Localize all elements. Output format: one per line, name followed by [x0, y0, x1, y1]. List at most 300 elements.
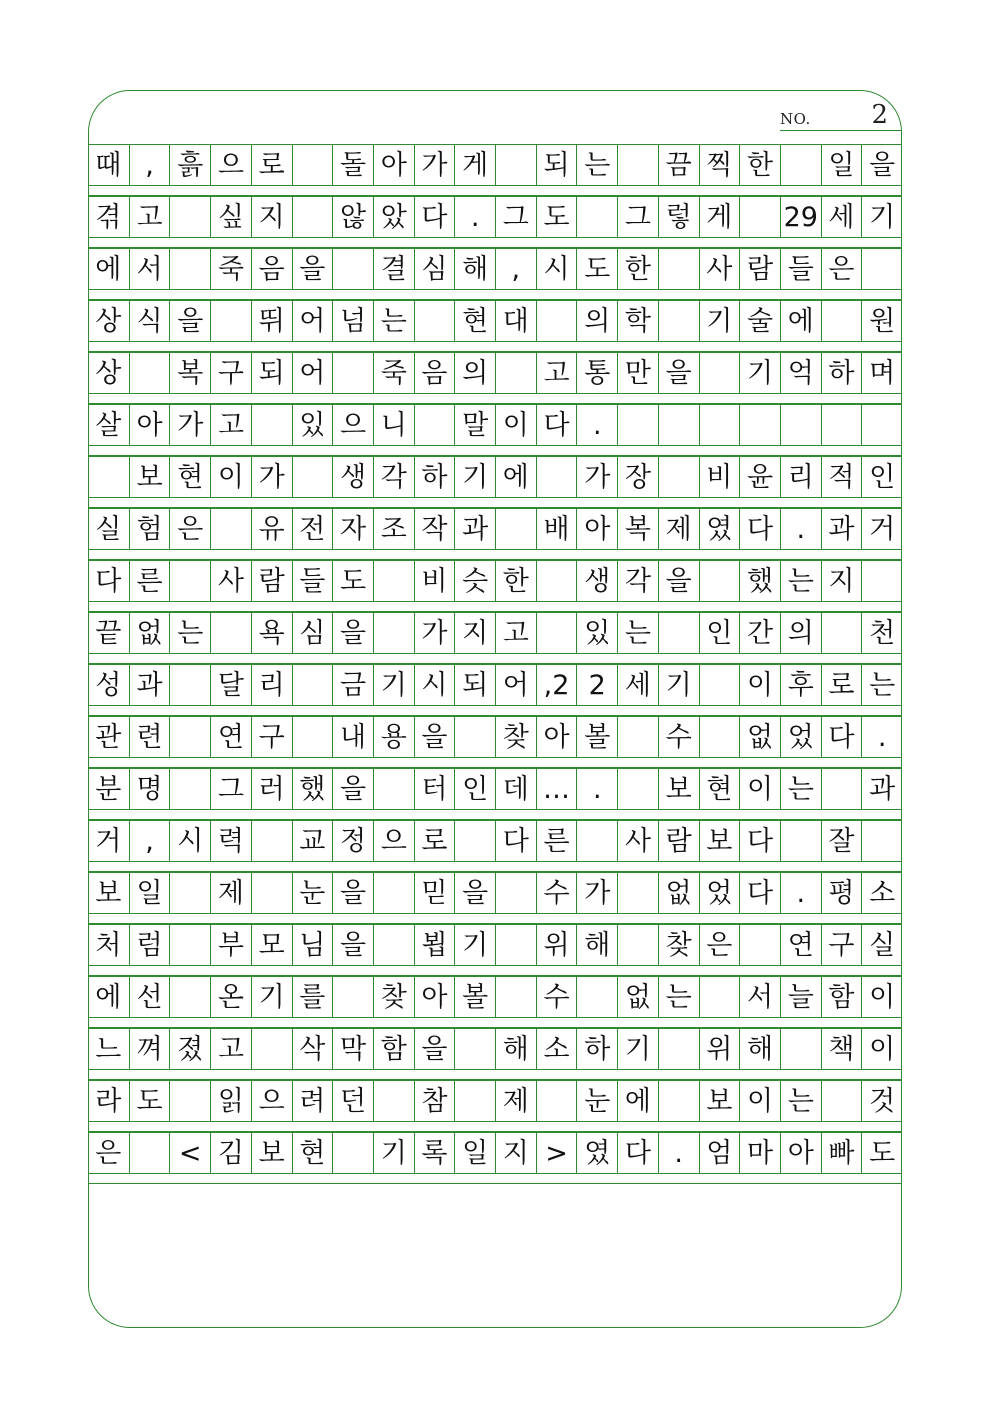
- manuscript-cell: 현: [699, 769, 740, 809]
- manuscript-cell: 것: [861, 1081, 902, 1121]
- line-spacer: [88, 446, 902, 456]
- manuscript-cell: 를: [292, 977, 333, 1017]
- line-spacer: [88, 342, 902, 352]
- manuscript-cell: 조: [373, 509, 414, 549]
- manuscript-cell: 리: [780, 457, 821, 497]
- manuscript-cell-row: [88, 1028, 902, 1070]
- page-number-area: [780, 98, 902, 131]
- manuscript-cell: 욕: [251, 613, 292, 653]
- line-spacer: [88, 290, 902, 300]
- manuscript-line: [88, 924, 902, 976]
- manuscript-cell: 장: [617, 457, 658, 497]
- manuscript-cell: 던: [332, 1081, 373, 1121]
- line-spacer: [88, 394, 902, 404]
- manuscript-cell: 삭: [292, 1029, 333, 1069]
- manuscript-cell: 한: [739, 145, 780, 185]
- manuscript-cell: 뵙: [414, 925, 455, 965]
- manuscript-cell: 볼: [454, 977, 495, 1017]
- manuscript-cell: 읽: [210, 1081, 251, 1121]
- manuscript-cell: 가: [576, 873, 617, 913]
- manuscript-cell: 고: [129, 197, 170, 237]
- manuscript-cell: 그: [617, 197, 658, 237]
- manuscript-cell: 기: [454, 457, 495, 497]
- manuscript-cell: [821, 613, 862, 653]
- manuscript-cell: [169, 249, 210, 289]
- manuscript-cell: [617, 769, 658, 809]
- manuscript-cell: 다: [739, 821, 780, 861]
- manuscript-cell: [129, 1133, 170, 1173]
- manuscript-cell: 을: [332, 769, 373, 809]
- line-spacer: [88, 602, 902, 612]
- manuscript-line: [88, 196, 902, 248]
- manuscript-cell: 에: [495, 457, 536, 497]
- manuscript-cell: 도: [536, 197, 577, 237]
- manuscript-cell: 잘: [821, 821, 862, 861]
- manuscript-cell: [169, 665, 210, 705]
- manuscript-cell: 른: [129, 561, 170, 601]
- manuscript-cell: 기: [658, 665, 699, 705]
- manuscript-cell: 적: [821, 457, 862, 497]
- manuscript-cell: 끝: [95, 617, 122, 649]
- manuscript-cell: 에: [617, 1081, 658, 1121]
- line-spacer: [88, 966, 902, 976]
- manuscript-cell: 다: [739, 873, 780, 913]
- manuscript-cell: 실: [861, 925, 902, 965]
- manuscript-cell: 으: [251, 1081, 292, 1121]
- manuscript-cell: [251, 1029, 292, 1069]
- manuscript-cell: 기: [251, 977, 292, 1017]
- manuscript-cell: 이: [495, 405, 536, 445]
- manuscript-cell: 게: [699, 197, 740, 237]
- manuscript-cell: [169, 561, 210, 601]
- manuscript-cell: 며: [861, 353, 902, 393]
- manuscript-cell: 수: [536, 977, 577, 1017]
- manuscript-cell: [861, 561, 902, 601]
- manuscript-cell: 엄: [699, 1133, 740, 1173]
- manuscript-cell: ,2: [536, 665, 577, 705]
- manuscript-cell: [699, 405, 740, 445]
- manuscript-cell: 찾: [373, 977, 414, 1017]
- manuscript-cell: .: [658, 1133, 699, 1173]
- manuscript-cell: 터: [414, 769, 455, 809]
- manuscript-cell: .: [576, 769, 617, 809]
- manuscript-cell: [699, 353, 740, 393]
- manuscript-cell: 리: [251, 665, 292, 705]
- manuscript-cell: 는: [658, 977, 699, 1017]
- manuscript-cell: 살: [95, 409, 122, 441]
- manuscript-cell: 함: [373, 1029, 414, 1069]
- manuscript-cell: [454, 1081, 495, 1121]
- manuscript-cell: 다: [95, 565, 122, 597]
- manuscript-cell: 일: [821, 145, 862, 185]
- manuscript-cell: [821, 1081, 862, 1121]
- manuscript-cell: [495, 509, 536, 549]
- manuscript-cell: 도: [576, 249, 617, 289]
- manuscript-cell: 는: [780, 561, 821, 601]
- manuscript-cell: 없: [129, 613, 170, 653]
- manuscript-cell: 각: [617, 561, 658, 601]
- manuscript-cell: 학: [617, 301, 658, 341]
- line-spacer: [88, 706, 902, 716]
- manuscript-cell: 보: [251, 1133, 292, 1173]
- manuscript-cell: 심: [292, 613, 333, 653]
- manuscript-cell: 인: [454, 769, 495, 809]
- manuscript-cell-row: [88, 716, 902, 758]
- manuscript-cell-row: [88, 664, 902, 706]
- manuscript-cell: 보: [95, 877, 122, 909]
- manuscript-cell: 기: [373, 1133, 414, 1173]
- manuscript-cell: 제: [210, 873, 251, 913]
- manuscript-cell: 의: [576, 301, 617, 341]
- manuscript-cell: 의: [454, 353, 495, 393]
- manuscript-cell: 려: [292, 1081, 333, 1121]
- manuscript-cell: [617, 925, 658, 965]
- manuscript-cell: 하: [821, 353, 862, 393]
- manuscript-line: [88, 664, 902, 716]
- manuscript-cell-row: [88, 456, 902, 498]
- manuscript-cell: 람: [251, 561, 292, 601]
- manuscript-cell: [332, 353, 373, 393]
- manuscript-cell: 달: [210, 665, 251, 705]
- manuscript-cell: 보: [699, 1081, 740, 1121]
- manuscript-cell: [658, 613, 699, 653]
- manuscript-cell: 위: [699, 1029, 740, 1069]
- manuscript-cell: 가: [414, 613, 455, 653]
- manuscript-cell: 다: [617, 1133, 658, 1173]
- manuscript-cell: 다: [536, 405, 577, 445]
- manuscript-cell: 윤: [739, 457, 780, 497]
- manuscript-cell: [739, 197, 780, 237]
- manuscript-cell: 보: [699, 821, 740, 861]
- manuscript-cell: 라: [95, 1085, 122, 1117]
- manuscript-cell: 게: [454, 145, 495, 185]
- manuscript-cell: 지: [454, 613, 495, 653]
- manuscript-cell: 억: [780, 353, 821, 393]
- manuscript-cell: 함: [821, 977, 862, 1017]
- manuscript-cell: 연: [780, 925, 821, 965]
- page-number-value: 2: [871, 100, 888, 130]
- manuscript-cell: [576, 977, 617, 1017]
- manuscript-cell: [821, 301, 862, 341]
- manuscript-cell: 제: [495, 1081, 536, 1121]
- manuscript-cell: 그: [495, 197, 536, 237]
- manuscript-cell: [617, 145, 658, 185]
- manuscript-cell: [536, 613, 577, 653]
- manuscript-cell: [780, 1029, 821, 1069]
- manuscript-cell: [861, 821, 902, 861]
- manuscript-cell: [454, 821, 495, 861]
- manuscript-cell: 고: [210, 1029, 251, 1069]
- manuscript-cell: [536, 1081, 577, 1121]
- manuscript-cell: 해: [739, 1029, 780, 1069]
- manuscript-cell: 뛰: [251, 301, 292, 341]
- manuscript-cell: 으: [210, 145, 251, 185]
- manuscript-cell: 온: [210, 977, 251, 1017]
- manuscript-cell: 유: [251, 509, 292, 549]
- manuscript-cell: 아: [536, 717, 577, 757]
- manuscript-cell: 정: [332, 821, 373, 861]
- manuscript-cell: 세: [821, 197, 862, 237]
- manuscript-cell: 은: [821, 249, 862, 289]
- manuscript-cell-row: [88, 508, 902, 550]
- manuscript-cell-row: [88, 352, 902, 394]
- manuscript-cell: [658, 301, 699, 341]
- manuscript-cell: 이: [861, 977, 902, 1017]
- manuscript-cell: 현: [292, 1133, 333, 1173]
- manuscript-cell: [617, 873, 658, 913]
- line-spacer: [88, 1070, 902, 1080]
- line-spacer: [88, 810, 902, 820]
- manuscript-cell: 어: [292, 301, 333, 341]
- manuscript-cell: 아: [373, 145, 414, 185]
- manuscript-cell: 데: [495, 769, 536, 809]
- manuscript-cell: [576, 821, 617, 861]
- manuscript-cell: 죽: [373, 353, 414, 393]
- manuscript-cell: 2: [576, 665, 617, 705]
- manuscript-cell: 통: [576, 353, 617, 393]
- manuscript-cell: 을: [658, 561, 699, 601]
- manuscript-cell: 구: [251, 717, 292, 757]
- manuscript-cell: 술: [739, 301, 780, 341]
- manuscript-cell: [536, 457, 577, 497]
- manuscript-cell: 인: [699, 613, 740, 653]
- manuscript-cell: 는: [780, 769, 821, 809]
- manuscript-cell: 어: [292, 353, 333, 393]
- manuscript-cell: [88, 457, 129, 497]
- manuscript-cell: 마: [739, 1133, 780, 1173]
- manuscript-cell: [821, 405, 862, 445]
- manuscript-cell: 들: [780, 249, 821, 289]
- manuscript-cell: 29: [780, 197, 821, 237]
- manuscript-cell: [699, 561, 740, 601]
- manuscript-cell: 없: [739, 717, 780, 757]
- page-number-label: NO.: [780, 110, 811, 128]
- manuscript-cell: 빠: [821, 1133, 862, 1173]
- manuscript-cell: 김: [210, 1133, 251, 1173]
- manuscript-cell: [129, 353, 170, 393]
- manuscript-cell: 복: [169, 353, 210, 393]
- manuscript-cell: [780, 145, 821, 185]
- line-spacer: [88, 1174, 902, 1184]
- manuscript-cell: 끔: [658, 145, 699, 185]
- manuscript-cell: [495, 977, 536, 1017]
- manuscript-cell: 가: [414, 145, 455, 185]
- manuscript-cell: 은: [169, 509, 210, 549]
- manuscript-cell: [454, 1029, 495, 1069]
- manuscript-cell: 되: [251, 353, 292, 393]
- manuscript-cell: 찾: [658, 925, 699, 965]
- manuscript-cell: 는: [861, 665, 902, 705]
- manuscript-cell: 는: [373, 301, 414, 341]
- manuscript-cell: [780, 821, 821, 861]
- manuscript-cell: ,: [129, 821, 170, 861]
- manuscript-cell: 지: [821, 561, 862, 601]
- manuscript-cell: 해: [495, 1029, 536, 1069]
- manuscript-cell: 실: [95, 513, 122, 545]
- manuscript-cell: 도: [332, 561, 373, 601]
- manuscript-cell: 였: [576, 1133, 617, 1173]
- manuscript-cell: [617, 405, 658, 445]
- manuscript-cell: 느: [95, 1033, 122, 1065]
- manuscript-cell: 사: [699, 249, 740, 289]
- manuscript-cell: 하: [576, 1029, 617, 1069]
- manuscript-cell: 보: [129, 457, 170, 497]
- manuscript-cell: 기: [699, 301, 740, 341]
- manuscript-cell: 고: [210, 405, 251, 445]
- manuscript-cell: [495, 353, 536, 393]
- manuscript-cell: 싶: [210, 197, 251, 237]
- manuscript-cell-row: [88, 924, 902, 966]
- manuscript-cell: [292, 717, 333, 757]
- manuscript-cell: 람: [739, 249, 780, 289]
- manuscript-cell: 자: [332, 509, 373, 549]
- manuscript-cell: [495, 145, 536, 185]
- manuscript-cell: 을: [292, 249, 333, 289]
- manuscript-cell: 다: [821, 717, 862, 757]
- manuscript-cell: 는: [617, 613, 658, 653]
- manuscript-cell: 보: [658, 769, 699, 809]
- manuscript-cell: [251, 873, 292, 913]
- manuscript-cell: [576, 197, 617, 237]
- manuscript-cell: [658, 1029, 699, 1069]
- manuscript-cell: 아: [576, 509, 617, 549]
- manuscript-cell: [414, 301, 455, 341]
- manuscript-cell: 일: [454, 1133, 495, 1173]
- manuscript-line: [88, 1132, 902, 1184]
- manuscript-cell: [699, 665, 740, 705]
- manuscript-cell-row: [88, 612, 902, 654]
- line-spacer: [88, 654, 902, 664]
- manuscript-cell-row: [88, 196, 902, 238]
- manuscript-cell: 을: [332, 613, 373, 653]
- manuscript-cell: [251, 405, 292, 445]
- manuscript-cell: 겪: [95, 201, 122, 233]
- manuscript-cell: 제: [658, 509, 699, 549]
- manuscript-cell: 구: [821, 925, 862, 965]
- manuscript-cell-row: [88, 820, 902, 862]
- manuscript-cell: 상: [95, 305, 122, 337]
- manuscript-cell: 전: [292, 509, 333, 549]
- manuscript-cell-row: [88, 1080, 902, 1122]
- manuscript-cell: 찍: [699, 145, 740, 185]
- manuscript-cell: 지: [251, 197, 292, 237]
- manuscript-line: [88, 456, 902, 508]
- manuscript-cell: 슷: [454, 561, 495, 601]
- manuscript-cell: 연: [210, 717, 251, 757]
- manuscript-cell: 찾: [495, 717, 536, 757]
- manuscript-cell: 하: [414, 457, 455, 497]
- manuscript-cell: .: [454, 197, 495, 237]
- manuscript-cell: [699, 717, 740, 757]
- manuscript-cell: 책: [821, 1029, 862, 1069]
- manuscript-cell: 련: [129, 717, 170, 757]
- manuscript-cell: 고: [495, 613, 536, 653]
- manuscript-line: [88, 768, 902, 820]
- manuscript-cell: [292, 665, 333, 705]
- manuscript-cell: 로: [414, 821, 455, 861]
- manuscript-cell: 돌: [332, 145, 373, 185]
- manuscript-cell: 후: [780, 665, 821, 705]
- manuscript-cell: 어: [495, 665, 536, 705]
- manuscript-cell: [332, 1133, 373, 1173]
- manuscript-cell: 가: [576, 457, 617, 497]
- manuscript-cell: 한: [495, 561, 536, 601]
- manuscript-line: [88, 352, 902, 404]
- manuscript-cell: 대: [495, 301, 536, 341]
- manuscript-cell-row: [88, 248, 902, 290]
- manuscript-cell: 음: [414, 353, 455, 393]
- manuscript-cell: 었: [780, 717, 821, 757]
- manuscript-cell: 과: [821, 509, 862, 549]
- manuscript-cell: 눈: [292, 873, 333, 913]
- manuscript-cell: [169, 925, 210, 965]
- manuscript-cell: 른: [536, 821, 577, 861]
- manuscript-line: [88, 976, 902, 1028]
- manuscript-cell: 배: [536, 509, 577, 549]
- manuscript-cell: ,: [129, 145, 170, 185]
- manuscript-cell: [861, 249, 902, 289]
- manuscript-cell: 렇: [658, 197, 699, 237]
- line-spacer: [88, 186, 902, 196]
- manuscript-cell: 구: [210, 353, 251, 393]
- manuscript-cell: 을: [414, 717, 455, 757]
- manuscript-cell: 처: [95, 929, 122, 961]
- manuscript-cell: 비: [699, 457, 740, 497]
- manuscript-cell: 일: [129, 873, 170, 913]
- manuscript-cell: 었: [699, 873, 740, 913]
- manuscript-line: [88, 144, 902, 196]
- manuscript-cell: 이: [739, 1081, 780, 1121]
- manuscript-cell-row: [88, 404, 902, 446]
- manuscript-cell: 소: [861, 873, 902, 913]
- manuscript-line: [88, 404, 902, 456]
- manuscript-cell: [169, 873, 210, 913]
- manuscript-cell: 만: [617, 353, 658, 393]
- manuscript-cell: 에: [95, 253, 122, 285]
- manuscript-cell: 부: [210, 925, 251, 965]
- manuscript-cell: [332, 249, 373, 289]
- manuscript-cell: 있: [292, 405, 333, 445]
- manuscript-cell: 에: [95, 981, 122, 1013]
- manuscript-cell: 였: [699, 509, 740, 549]
- manuscript-cell: 거: [861, 509, 902, 549]
- manuscript-cell: [658, 1081, 699, 1121]
- manuscript-cell: [536, 561, 577, 601]
- manuscript-cell: 늘: [780, 977, 821, 1017]
- manuscript-cell: 록: [414, 1133, 455, 1173]
- manuscript-cell: 없: [658, 873, 699, 913]
- manuscript-cell: 복: [617, 509, 658, 549]
- manuscript-cell: 다: [495, 821, 536, 861]
- manuscript-cell: 람: [658, 821, 699, 861]
- manuscript-cell: .: [861, 717, 902, 757]
- manuscript-cell: [658, 457, 699, 497]
- manuscript-cell: [292, 457, 333, 497]
- manuscript-cell: 현: [169, 457, 210, 497]
- manuscript-cell: 그: [210, 769, 251, 809]
- manuscript-cell: 되: [454, 665, 495, 705]
- manuscript-cell: [658, 405, 699, 445]
- manuscript-cell: 생: [332, 457, 373, 497]
- manuscript-cell: [210, 509, 251, 549]
- line-spacer: [88, 914, 902, 924]
- manuscript-cell: [251, 821, 292, 861]
- manuscript-cell: 에: [780, 301, 821, 341]
- manuscript-cell: [292, 197, 333, 237]
- manuscript-grid: [88, 144, 902, 1184]
- manuscript-cell: 아: [129, 405, 170, 445]
- manuscript-cell: 을: [861, 145, 902, 185]
